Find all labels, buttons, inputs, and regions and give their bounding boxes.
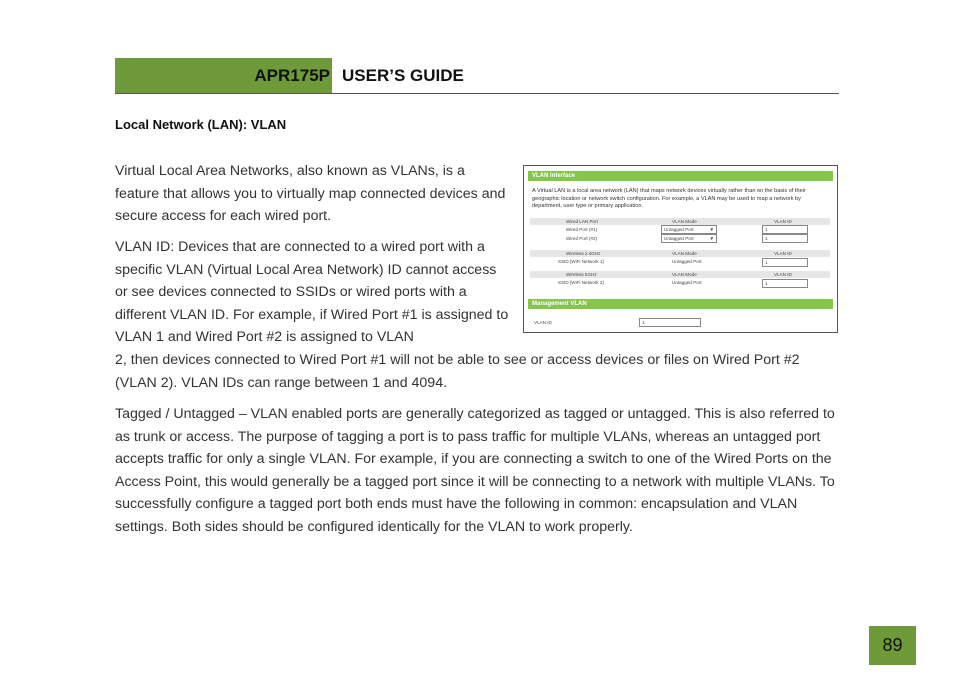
chevron-down-icon: ▼ — [709, 227, 714, 232]
paragraph-intro: Virtual Local Area Networks, also known as VLANs, is a feature that allows you to virtually map connected devices and secure access for each wired port. — [115, 163, 506, 224]
wireless5-col-port: Wireless 5GHz — [566, 272, 597, 277]
chevron-down-icon: ▼ — [709, 236, 714, 241]
wireless5-table-header — [530, 271, 830, 278]
header-divider — [115, 93, 839, 94]
wired-col-mode: VLAN Mode — [672, 219, 697, 224]
paragraph-tagged-untagged: Tagged / Untagged – VLAN enabled ports are generally categorized as tagged or untagged. This is also referred to as trunk or access. The purpose of tagging a port is to pass traffic for multiple VLANs, whereas an untagged port accepts traffic for only a single VLAN. For example, if you are connecting a switch to one of the Wired Ports on the Access Point, this would generally be a tagged port since it will be connecting to a network with multiple VLANs. To successfully configure a tagged port both ends must have the following in common: encapsulation and VLAN settings. Both sides should be configured identically for the VLAN to work properly. — [115, 406, 835, 535]
paragraph-vlan-id: VLAN ID: Devices that are connected to a wired port with a specific VLAN (Virtual Local Area Network) ID cannot access or see devices connected to SSIDs or wired ports with a different VLAN ID. For example, if Wired Port #1 is assigned to VLAN 1 and Wired Port #2 is assigned to VLAN — [115, 239, 509, 345]
page-number: 89 — [869, 626, 916, 665]
paragraph-vlan-id-continued: 2, then devices connected to Wired Port #1 will not be able to see or access devices or files on Wired Port #2 (VLAN 2). VLAN IDs can range between 1 and 4094. — [115, 352, 800, 391]
wired-col-id: VLAN ID — [774, 219, 792, 224]
wireless5-col-mode: VLAN Mode — [672, 272, 697, 277]
ssid-2-label: SSID [WiFi Network 2] — [558, 280, 604, 285]
vlan-interface-screenshot — [523, 165, 838, 333]
wired-port-1-vlan-id-input[interactable]: 1 — [762, 225, 808, 234]
ssid-1-vlan-id-input[interactable]: 1 — [762, 258, 808, 267]
header-product-name: APR175P — [254, 66, 330, 85]
wired-port-1-label: Wired Port (#1) — [566, 227, 598, 232]
management-vlan-id-input[interactable]: 1 — [639, 318, 701, 327]
wired-port-2-label: Wired Port (#2) — [566, 236, 598, 241]
table-row — [530, 234, 830, 243]
table-row — [530, 225, 830, 234]
table-row — [530, 278, 830, 287]
vlan-interface-title: VLAN Interface — [528, 171, 833, 181]
wired-port-1-mode-select[interactable]: Untagged Port ▼ — [661, 225, 717, 234]
wireless24-col-id: VLAN ID — [774, 251, 792, 256]
management-vlan-row — [530, 318, 830, 327]
wired-port-2-vlan-id-input[interactable]: 1 — [762, 234, 808, 243]
vlan-description: A Virtual LAN is a local area network (LAN) that maps network devices virtually rather than on the basis of their geographic location or network switch configuration. For example, a VLAN may be used to map a network by department, user type or primary application. — [532, 188, 806, 209]
wired-port-2-mode-select[interactable]: Untagged Port ▼ — [661, 234, 717, 243]
ssid-2-vlan-id-input[interactable]: 1 — [762, 279, 808, 288]
header-guide-title: USER’S GUIDE — [342, 66, 464, 85]
wireless24-col-mode: VLAN Mode — [672, 251, 697, 256]
table-row — [530, 257, 830, 266]
management-vlan-label: VLAN ID — [534, 320, 552, 325]
section-title: Local Network (LAN): VLAN — [115, 117, 287, 132]
wireless24-col-port: Wireless 2.4GHz — [566, 251, 601, 256]
ssid-1-label: SSID [WiFi Network 1] — [558, 259, 604, 264]
ssid-2-mode: Untagged Port — [672, 280, 702, 285]
wireless24-table-header — [530, 250, 830, 257]
wired-col-port: Wired LAN Port — [566, 219, 598, 224]
management-vlan-title: Management VLAN — [528, 299, 833, 309]
ssid-1-mode: Untagged Port — [672, 259, 702, 264]
wired-table-header — [530, 218, 830, 225]
wireless5-col-id: VLAN ID — [774, 272, 792, 277]
